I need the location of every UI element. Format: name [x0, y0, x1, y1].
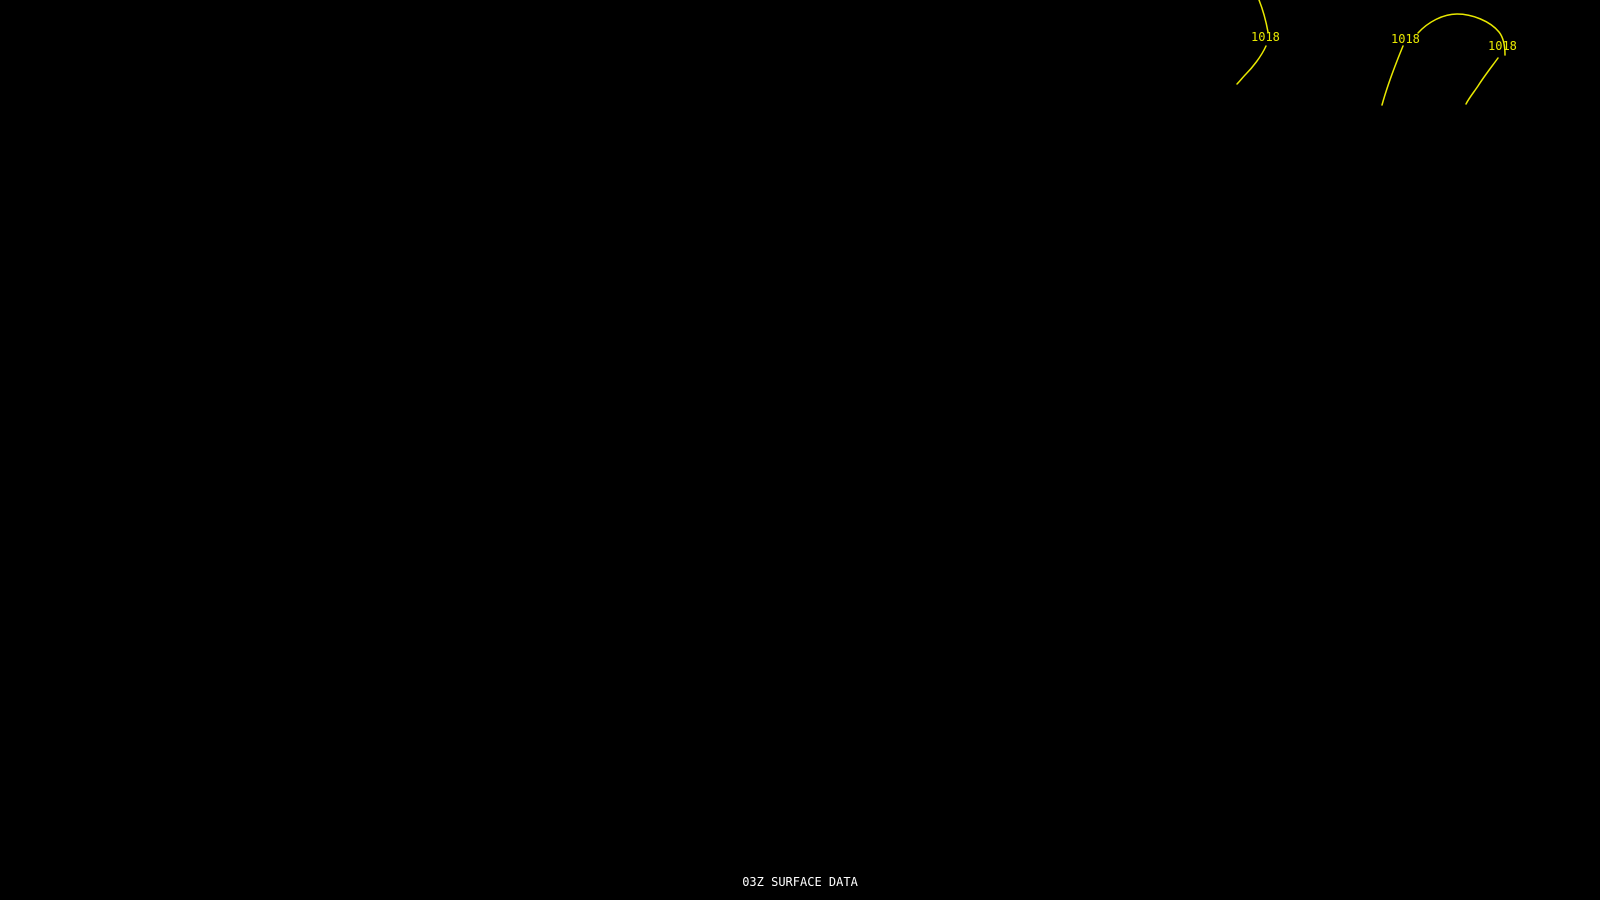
isobar-1018-b-segment-right [1466, 58, 1498, 104]
isobar-1018-a-segment-upper [1259, 0, 1268, 32]
isobar-label-1018-right: 1018 [1488, 39, 1517, 53]
isobar-label-1018-left: 1018 [1251, 30, 1280, 44]
map-caption: 03Z SURFACE DATA [742, 875, 858, 889]
isobar-label-1018-middle: 1018 [1391, 32, 1420, 46]
isobar-1018-b-segment-left [1382, 46, 1403, 105]
isobar-1018-a-segment-lower [1237, 46, 1266, 84]
